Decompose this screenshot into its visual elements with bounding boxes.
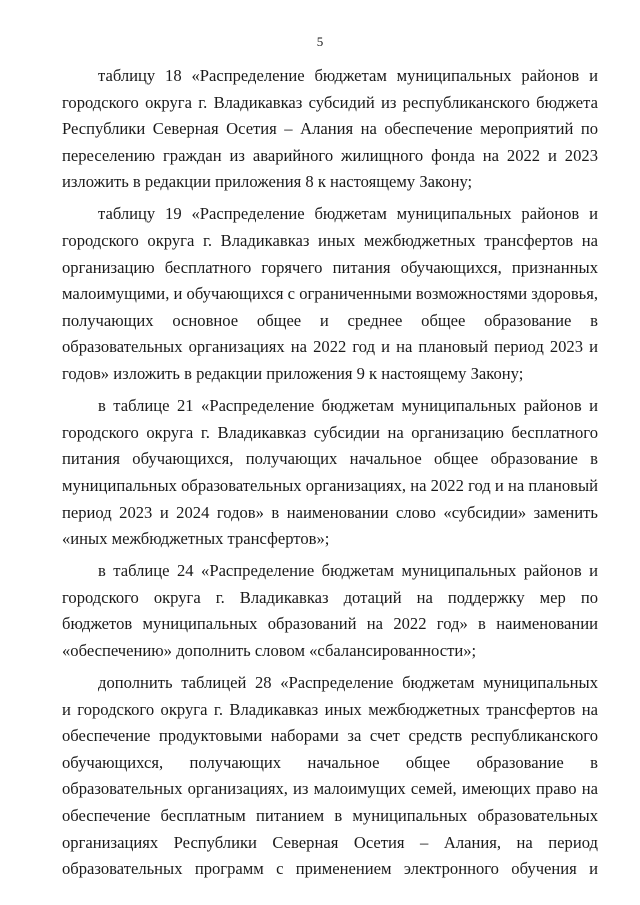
text-line: получающих основное общее и среднее общее образование в [62, 310, 598, 330]
text-line: городского округа г. Владикавказ субсидии на организацию бесплатного [62, 422, 598, 442]
text-line: бюджетов муниципальных образований на 2022 год» в наименовании [62, 614, 598, 634]
text-line: организациях Республики Северная Осетия – Алания, на период [62, 832, 598, 852]
text-line: годов» изложить в редакции приложения 9 к настоящему Закону; [62, 364, 524, 384]
text-line: обеспечение продуктовыми наборами за счет средств республиканского [62, 726, 598, 746]
text-line: таблицу 18 «Распределение бюджетам муниципальных районов и [98, 66, 598, 85]
paragraph-table-18 [62, 63, 598, 196]
text-line: обучающихся, получающих начальное общее образование в [62, 752, 598, 772]
page-number: 5 [316, 34, 324, 49]
text-line: «обеспечению» дополнить словом «сбалансированности»; [62, 640, 477, 660]
text-line: «иных межбюджетных трансфертов»; [62, 529, 330, 549]
text-line: образовательных организациях, из малоимущих семей, имеющих право на [62, 779, 598, 799]
text-line: образовательных организациях на 2022 год и на плановый период 2023 и [62, 337, 598, 357]
text-line: изложить в редакции приложения 8 к настоящему Закону; [62, 172, 473, 192]
text-line: таблицу 19 «Распределение бюджетам муниципальных районов и [98, 204, 598, 224]
text-line: городского округа г. Владикавказ субсидий из республиканского бюджета [62, 92, 598, 112]
text-line: дополнить таблицей 28 «Распределение бюджетам муниципальных [98, 673, 598, 693]
text-line: Республики Северная Осетия – Алания на обеспечение мероприятий по [62, 119, 598, 139]
text-line: организацию бесплатного горячего питания обучающихся, признанных [62, 257, 598, 277]
paragraph-table-19 [62, 201, 598, 387]
text-line: питания обучающихся, получающих начальное общее образование в [62, 449, 598, 469]
document-body [62, 63, 598, 888]
text-line: переселению граждан из аварийного жилищного фонда на 2022 и 2023 [62, 145, 598, 165]
text-line: городского округа г. Владикавказ иных межбюджетных трансфертов на [62, 231, 598, 251]
text-line: малоимущими, и обучающихся с ограниченными возможностями здоровья, [62, 284, 598, 304]
text-line: образовательных программ с применением электронного обучения и [62, 859, 598, 879]
text-line: муниципальных образовательных организациях, на 2022 год и на плановый [62, 475, 598, 495]
text-line: обеспечение бесплатным питанием в муниципальных образовательных [62, 806, 598, 826]
text-line: и городского округа г. Владикавказ иных межбюджетных трансфертов на [62, 699, 598, 719]
text-line: в таблице 24 «Распределение бюджетам муниципальных районов и [98, 561, 598, 581]
text-line: в таблице 21 «Распределение бюджетам муниципальных районов и [98, 396, 598, 416]
paragraph-table-28 [62, 670, 598, 883]
paragraph-table-21 [62, 393, 598, 553]
paragraph-table-24 [62, 558, 598, 664]
text-line: период 2023 и 2024 годов» в наименовании слово «субсидии» заменить [62, 502, 598, 522]
text-line: городского округа г. Владикавказ дотаций на поддержку мер по [62, 587, 598, 607]
